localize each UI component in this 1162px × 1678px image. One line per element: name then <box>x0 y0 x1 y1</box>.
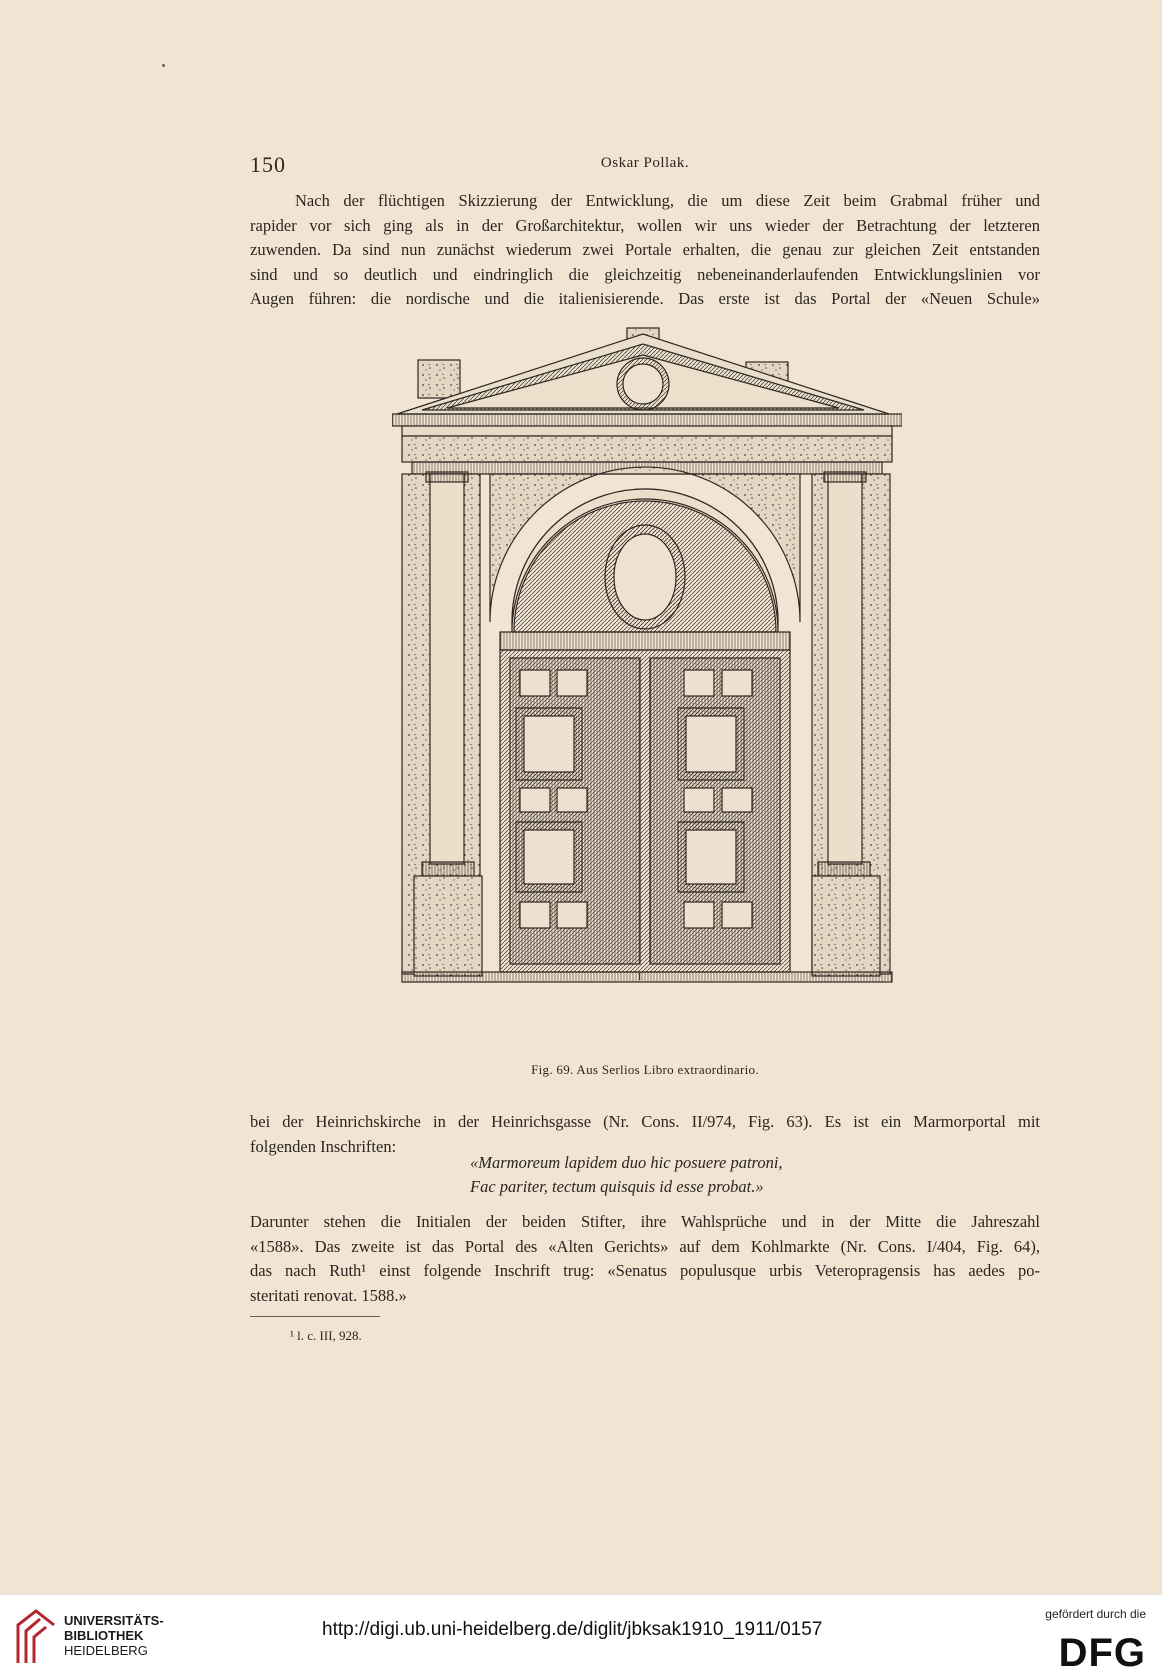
text-line: bei der Heinrichskirche in der Heinrichsgasse (Nr. Cons. II/974, Fig. 63). Es ist ein Marmorportal mit <box>250 1112 1040 1131</box>
inscription-line-1: «Marmoreum lapidem duo hic posuere patroni, <box>470 1153 783 1172</box>
page-header <box>250 152 1040 176</box>
portal-illustration <box>392 322 902 1047</box>
portal-engraving <box>392 322 902 1047</box>
text-line: rapider vor sich ging als in der Großarchitektur, wollen wir uns wieder der Betrachtung der letzteren <box>250 215 1040 235</box>
dfg-logo: DFG <box>1058 1631 1146 1675</box>
text-line: «1588». Das zweite ist das Portal des «Alten Gerichts» auf dem Kohlmarkte (Nr. Cons. I/404, Fig. 64), <box>250 1236 1040 1256</box>
paragraph-3 <box>250 1210 1040 1308</box>
page-number: 150 <box>250 152 286 177</box>
institution-line: HEIDELBERG <box>64 1643 148 1658</box>
text-line: Darunter stehen die Initialen der beiden Stifter, ihre Wahlsprüche und in der Mitte die Jahreszahl <box>250 1212 1040 1231</box>
footnote: ¹ l. c. III, 928. <box>290 1328 362 1343</box>
library-logo-icon <box>14 1605 58 1667</box>
text-line: sind und so deutlich und eindringlich die gleichzeitig nebeneinanderlaufenden Entwicklungslinien vor <box>250 264 1040 284</box>
scan-speck <box>162 64 165 67</box>
institution-line: BIBLIOTHEK <box>64 1628 144 1643</box>
permalink-url[interactable]: http://digi.ub.uni-heidelberg.de/diglit/jbksak1910_1911/0157 <box>322 1619 823 1640</box>
inscription-line-2: Fac pariter, tectum quisquis id esse probat.» <box>470 1177 764 1196</box>
footnote-divider <box>250 1316 380 1317</box>
text-line: steritati renovat. 1588.» <box>250 1285 407 1305</box>
text-line: Augen führen: die nordische und die italienisierende. Das erste ist das Portal der «Neuen Schule» <box>250 289 1040 308</box>
institution-line: UNIVERSITÄTS- <box>64 1613 164 1628</box>
paragraph-1 <box>250 189 1040 312</box>
institution-name <box>64 1613 164 1658</box>
text-line: Nach der flüchtigen Skizzierung der Entwicklung, die um diese Zeit beim Grabmal früher und <box>295 191 1040 210</box>
digitization-footer <box>0 1594 1162 1678</box>
figure-caption: Fig. 69. Aus Serlios Libro extraordinario. <box>531 1062 759 1077</box>
running-head: Oskar Pollak. <box>600 155 690 171</box>
text-line: zuwenden. Da sind nun zunächst wiederum zwei Portale erhalten, die genau zur gleichen Zeit entstanden <box>250 240 1040 259</box>
scale-mark: I <box>638 972 642 983</box>
text-line: das nach Ruth¹ einst folgende Inschrift trug: «Senatus populusque urbis Veteropragensis has aedes po- <box>250 1261 1040 1280</box>
funder-text: gefördert durch die <box>1045 1607 1146 1621</box>
text-line: folgenden Inschriften: <box>250 1136 397 1156</box>
